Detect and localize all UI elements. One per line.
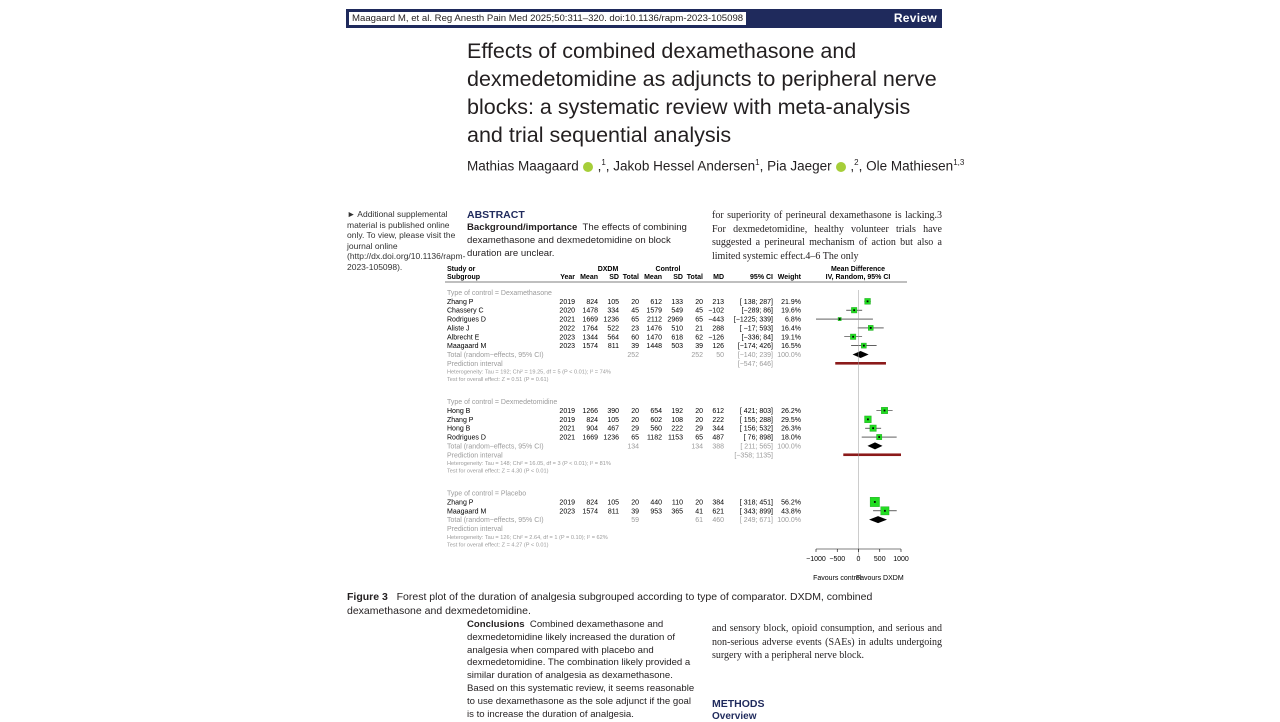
study-ci: [ 318; 451] [739,499,773,507]
study-name: Zhang P [447,416,474,424]
body-column-bottom: and sensory block, opioid consumption, and serious and non-serious adverse events (SAEs) in adults undergoing surgery with a peripheral nerve block. [712,623,942,661]
header-sd: SD [673,274,683,281]
total-ci: [−140; 239] [737,351,773,359]
subgroup-label: Type of control = Placebo [447,490,527,498]
study-year: 2019 [559,416,575,424]
dxdm-total: 60 [631,334,639,342]
control-total: 62 [695,334,703,342]
study-name: Albrecht E [447,334,480,342]
dxdm-sd: 105 [607,499,619,507]
control-mean: 602 [650,416,662,424]
control-sd: 133 [671,298,683,306]
study-year: 2021 [559,316,575,324]
study-weight: 26.2% [781,408,801,415]
dxdm-sd: 1236 [603,434,619,442]
caption-text: Forest plot of the duration of analgesia subgrouped according to type of comparator. DXDM, combined dexamethasone and dexmedetomidine. [347,591,873,617]
study-ci: [−174; 426] [737,343,773,351]
dxdm-mean: 1266 [582,408,598,415]
total-label: Total (random−effects, 95% CI) [447,443,544,451]
orcid-icon[interactable] [836,162,846,172]
study-weight: 16.4% [781,325,801,333]
dxdm-mean: 824 [586,416,598,424]
header-total: Total [686,274,703,281]
header-year: Year [560,274,575,281]
study-name: Zhang P [447,298,474,306]
prediction-ci: [−358; 1135] [734,452,773,460]
control-sd: 2969 [667,316,683,324]
dxdm-sd: 334 [607,307,619,315]
study-year: 2019 [559,298,575,306]
control-total: 29 [695,425,703,433]
control-mean: 612 [650,298,662,306]
dxdm-total: 39 [631,508,639,516]
study-md: −102 [708,307,724,315]
conclusions-text: Combined dexamethasone and dexmedetomidine likely increased the duration of analgesia when compared with placebo and dexmedetomidine. The combination likely provided a similar duration of analgesia as dexamethasone. Based on this systematic review, it seems reasonable to use dexamethasone as the sole adjunct if the goal is to increase the duration of analgesia. [467,619,695,720]
study-point [853,309,855,311]
author-list: Mathias Maagaard ,$^1$, Jakob Hessel Andersen$^1$, Pia Jaeger ,$^2$, Ole Mathiesen$^{1,3}$ [467,158,965,174]
total-weight: 100.0% [777,443,801,451]
x-tick-label: 500 [873,556,886,563]
dxdm-mean: 1764 [582,325,598,333]
author-affiliation: 2 [854,158,859,167]
prediction-bar [835,362,886,365]
study-ci: [−1225; 339] [733,316,773,324]
x-tick-label: −1000 [806,556,826,563]
favours-control-label: Favours control [813,575,862,582]
header-weight: Weight [777,274,801,281]
total-md: 388 [712,443,724,451]
header-mean: Mean [644,274,662,281]
study-weight: 18.0% [781,434,801,442]
dxdm-total: 65 [631,316,639,324]
study-weight: 56.2% [781,499,801,507]
dxdm-total: 20 [631,298,639,306]
header-mean: Mean [580,274,598,281]
control-total: 41 [695,508,703,516]
header-subgroup: Subgroup [447,274,481,281]
control-total: 20 [695,499,703,507]
total-md: 50 [716,351,724,359]
dxdm-total: 20 [631,499,639,507]
study-ci: [ 343; 899] [739,508,773,516]
control-total: 21 [695,325,703,333]
author-affiliation: 1 [601,158,606,167]
study-ci: [−289; 86] [741,307,773,315]
study-year: 2019 [559,408,575,415]
dxdm-sd: 811 [607,508,619,516]
study-year: 2020 [559,307,575,315]
study-ci: [−336; 84] [741,334,773,342]
author-name: Mathias Maagaard [467,158,579,174]
dxdm-mean: 824 [586,499,598,507]
study-year: 2021 [559,425,575,433]
study-name: Maagaard M [447,343,487,351]
prediction-ci: [−547; 646] [737,360,773,368]
prediction-label: Prediction interval [447,526,503,533]
dxdm-sd: 105 [607,416,619,424]
study-ci: [ 156; 532] [739,425,773,433]
control-sd: 192 [671,408,683,415]
control-sd: 222 [671,425,683,433]
author-name: Pia Jaeger [767,158,832,174]
control-total: 20 [695,416,703,424]
x-tick-label: 1000 [893,556,909,563]
x-tick-label: 0 [856,556,861,563]
total-dxdm: 252 [627,351,639,359]
dxdm-total: 20 [631,408,639,415]
study-weight: 21.9% [781,298,801,306]
study-year: 2023 [559,343,575,351]
dxdm-total: 23 [631,325,639,333]
dxdm-sd: 390 [607,408,619,415]
study-ci: [ −17; 593] [739,325,773,333]
header-ci: 95% CI [750,274,773,281]
dxdm-total: 29 [631,425,639,433]
study-md: 288 [712,325,724,333]
study-md: 612 [712,408,724,415]
study-name: Hong B [447,425,471,433]
study-md: 621 [712,508,724,516]
overview-heading: Overview [712,711,757,722]
study-point [867,300,869,302]
header-sd: SD [609,274,619,281]
study-year: 2022 [559,325,575,333]
control-sd: 503 [671,343,683,351]
study-weight: 19.6% [781,307,801,315]
control-mean: 1182 [646,434,662,442]
study-weight: 19.1% [781,334,801,342]
overall-effect-text: Test for overall effect: Z = 0.51 (P = 0.61) [447,377,549,384]
study-name: Rodrigues D [447,316,486,324]
methods-heading: METHODS [712,698,765,710]
section-tag: Review [893,11,937,25]
study-point [878,436,880,438]
orcid-icon[interactable] [583,162,593,172]
abstract-conclusions [467,619,697,721]
control-mean: 560 [650,425,662,433]
study-md: 487 [712,434,724,442]
dxdm-sd: 564 [607,334,619,342]
header-iv-random: IV, Random, 95% CI [825,274,891,281]
dxdm-mean: 824 [586,298,598,306]
header-total: Total [622,274,639,281]
study-weight: 43.8% [781,508,801,516]
control-mean: 953 [650,508,662,516]
study-md: 213 [712,298,724,306]
x-tick-label: −500 [829,556,846,563]
heterogeneity-text: Heterogeneity: Tau = 192; Chi² = 19.25, df = 5 (P < 0.01); I² = 74% [447,369,611,376]
total-weight: 100.0% [777,517,801,525]
pooled-diamond [869,516,887,523]
dxdm-mean: 1478 [582,307,598,315]
total-dxdm: 59 [631,517,639,525]
header-mean-difference: Mean Difference [830,266,886,273]
control-mean: 1470 [646,334,662,342]
forest-plot [445,262,915,584]
dxdm-mean: 1669 [582,316,598,324]
journal-header-bar [346,9,942,28]
supplemental-note: ► Additional supplemental material is published online only. To view, please visit the journal online (http://dx.doi.org/10.1136/rapm-2023-105098). [347,209,466,272]
abstract-heading: ABSTRACT [467,209,525,221]
total-weight: 100.0% [777,351,801,359]
abstract-background [467,222,702,260]
study-point [870,327,872,329]
header-dxdm: DXDM [597,266,619,273]
pooled-diamond [853,351,869,358]
dxdm-total: 20 [631,416,639,424]
prediction-bar [843,453,901,456]
study-point [852,336,854,338]
total-control: 134 [691,443,703,451]
study-name: Zhang P [447,499,474,507]
total-md: 460 [712,517,724,525]
total-label: Total (random−effects, 95% CI) [447,351,544,359]
control-total: 20 [695,408,703,415]
dxdm-sd: 522 [607,325,619,333]
control-mean: 654 [650,408,662,415]
study-name: Hong B [447,408,471,415]
dxdm-total: 45 [631,307,639,315]
control-mean: 1476 [646,325,662,333]
study-point [874,501,876,503]
study-point [839,318,841,320]
control-total: 45 [695,307,703,315]
total-ci: [ 249; 671] [739,517,773,525]
author-affiliation: 1,3 [953,158,965,167]
control-total: 65 [695,434,703,442]
study-ci: [ 76; 898] [743,434,773,442]
header-study: Study or [447,266,476,273]
header-md: MD [713,274,724,281]
dxdm-total: 65 [631,434,639,442]
heterogeneity-text: Heterogeneity: Tau = 126; Chi² = 2.64, df = 1 (P = 0.10); I² = 62% [447,534,608,541]
dxdm-sd: 1236 [603,316,619,324]
study-point [863,345,865,347]
forest-plot-figure [445,262,915,584]
body-column-top: for superiority of perineural dexamethasone is lacking.3 For dexmedetomidine, healthy volunteer trials have suggested a perineural mechanism of action but also a limited systemic effect.4–6 The only [712,210,942,262]
dxdm-mean: 904 [586,425,598,433]
study-ci: [ 138; 287] [739,298,773,306]
study-md: 344 [712,425,724,433]
study-weight: 29.5% [781,416,801,424]
figure-caption [347,591,947,618]
control-mean: 1448 [646,343,662,351]
total-dxdm: 134 [627,443,639,451]
study-md: −443 [708,316,724,324]
overall-effect-text: Test for overall effect: Z = 4.27 (P < 0.01) [447,542,549,549]
study-point [872,427,874,429]
dxdm-mean: 1344 [582,334,598,342]
caption-label: Figure 3 [347,591,388,603]
control-total: 65 [695,316,703,324]
study-weight: 26.3% [781,425,801,433]
favours-dxdm-label: Favours DXDM [855,575,904,582]
study-weight: 6.8% [785,316,801,324]
control-mean: 2112 [646,316,662,324]
study-year: 2019 [559,499,575,507]
control-sd: 510 [671,325,683,333]
prediction-label: Prediction interval [447,452,503,460]
header-control: Control [655,266,681,273]
study-name: Rodrigues D [447,434,486,442]
control-mean: 440 [650,499,662,507]
overall-effect-text: Test for overall effect: Z = 4.30 (P < 0.01) [447,468,549,475]
author-name: Jakob Hessel Andersen [613,158,756,174]
control-total: 39 [695,343,703,351]
control-sd: 365 [671,508,683,516]
control-sd: 549 [671,307,683,315]
study-point [867,418,869,420]
heterogeneity-text: Heterogeneity: Tau = 148; Chi² = 16.05, df = 3 (P < 0.01); I² = 81% [447,461,611,468]
study-name: Chassery C [447,307,484,315]
total-control: 61 [695,517,703,525]
dxdm-sd: 105 [607,298,619,306]
conclusions-label: Conclusions [467,619,525,630]
control-mean: 1579 [646,307,662,315]
study-year: 2023 [559,508,575,516]
study-ci: [ 155; 288] [739,416,773,424]
study-year: 2021 [559,434,575,442]
study-year: 2023 [559,334,575,342]
control-sd: 110 [671,499,683,507]
subgroup-label: Type of control = Dexmedetomidine [447,399,558,407]
dxdm-mean: 1574 [582,508,598,516]
dxdm-sd: 811 [607,343,619,351]
subgroup-label: Type of control = Dexamethasone [447,290,552,297]
dxdm-mean: 1669 [582,434,598,442]
control-sd: 1153 [667,434,683,442]
study-md: 126 [712,343,724,351]
background-text: The effects of combining dexamethasone and dexmedetomidine on block duration are unclear. [467,222,687,259]
study-ci: [ 421; 803] [739,408,773,415]
article-title: Effects of combined dexamethasone and dexmedetomidine as adjuncts to peripheral nerve blocks: a systematic review with meta-analysis and trial sequential analysis [467,39,937,147]
dxdm-sd: 467 [607,425,619,433]
study-name: Maagaard M [447,508,487,516]
study-point [884,410,886,412]
author-affiliation: 1 [755,158,760,167]
author-name: Ole Mathiesen [866,158,954,174]
control-sd: 108 [671,416,683,424]
study-md: −126 [708,334,724,342]
citation-line: Maagaard M, et al. Reg Anesth Pain Med 2025;50:311–320. doi:10.1136/rapm-2023-105098 [349,12,746,25]
study-weight: 16.5% [781,343,801,351]
study-point [884,510,886,512]
background-label: Background/importance [467,222,578,233]
pooled-diamond [867,442,882,449]
dxdm-mean: 1574 [582,343,598,351]
total-control: 252 [691,351,703,359]
control-sd: 618 [671,334,683,342]
total-ci: [ 211; 565] [740,443,773,451]
control-total: 20 [695,298,703,306]
study-name: Aliste J [447,325,470,333]
study-md: 384 [712,499,724,507]
prediction-label: Prediction interval [447,360,503,368]
total-label: Total (random−effects, 95% CI) [447,517,544,525]
dxdm-total: 39 [631,343,639,351]
study-md: 222 [712,416,724,424]
